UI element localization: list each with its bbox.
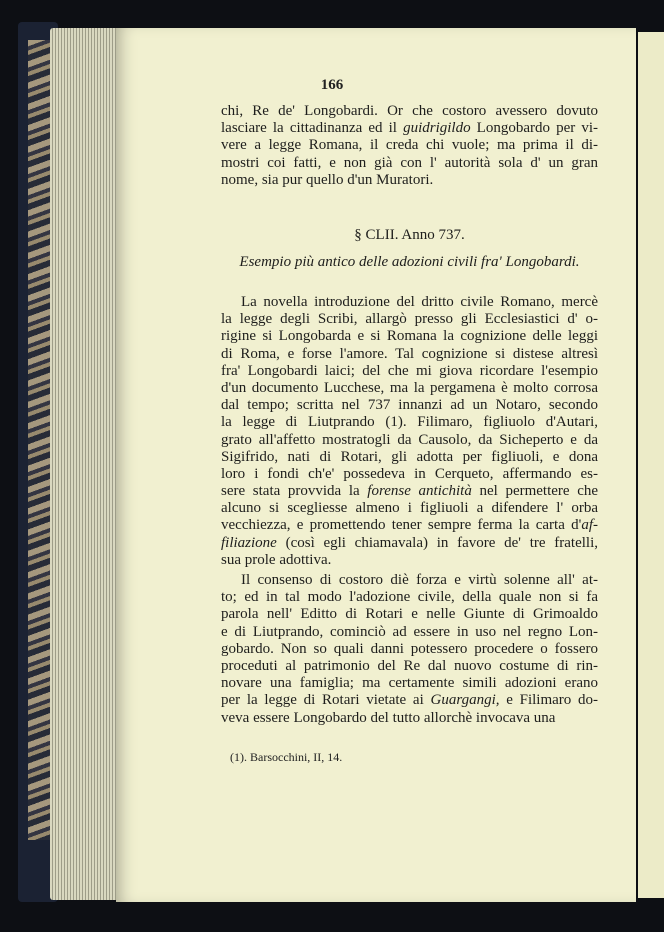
text-line: d'un documento Lucchese, ma la pergamena è molto corrosa — [221, 379, 598, 396]
text-line: sua prole adottiva. — [221, 551, 332, 568]
text-line: vere a legge Romana, il creda chi vuole; ma prima il di- — [221, 137, 598, 154]
text-line: sere stata provvida la forense antichità nel permettere che — [221, 483, 598, 500]
paragraph-2 — [221, 572, 598, 727]
text-line: la legge di Liutprando (1). Filimaro, figliuolo d'Autari, — [221, 414, 598, 431]
text-line: dal tempo; scritta nel 737 innanzi ad un Notaro, secondo — [221, 397, 598, 414]
text-line: novare una famiglia; ma certamente simili adozioni erano — [221, 675, 598, 692]
text-line: lasciare la cittadinanza ed il guidrigildo Longobardo per vi- — [221, 120, 598, 137]
section-heading: § CLII. Anno 737. — [354, 227, 465, 243]
text-line: gobardo. Non so quali danni potessero procedere o fossero — [221, 640, 598, 657]
text-line: fra' Longobardi laici; del che mi giova ricordare l'esempio — [221, 362, 598, 379]
text-line: rigine si Longobarda e si Romana la cognizione delle leggi — [221, 328, 598, 345]
text-line: per la legge di Rotari vietate ai Guargangi, e Filimaro do- — [221, 692, 598, 709]
text-line: nome, sia pur quello d'un Muratori. — [221, 171, 434, 188]
text-line: veva essere Longobardo del tutto allorchè invocava una — [221, 709, 556, 726]
text-line: grato all'affetto mostratogli da Causolo, da Sicheperto e da — [221, 431, 598, 448]
text-line: Sigifrido, nati di Rotari, gli adotta per figliuoli, e dona — [221, 448, 598, 465]
text-line: alcuno si scegliesse almeno i figliuoli a difendere l' orba — [221, 500, 598, 517]
paragraph-1 — [221, 294, 598, 569]
text-line: chi, Re de' Longobardi. Or che costoro avessero dovuto — [221, 103, 598, 119]
text-line: proceduti al patrimonio del Re dal nuovo costume di rin- — [221, 657, 598, 674]
text-line: to; ed in tal modo l'adozione civile, della quale non si fa — [221, 589, 598, 606]
section-subtitle-block — [221, 254, 598, 271]
text-line: di Roma, e forse l'amore. Tal cognizione si distese altresì — [221, 345, 598, 362]
paragraph-continued — [221, 103, 598, 189]
text-line: e di Liutprando, cominciò ad essere in uso nel regno Lon- — [221, 623, 598, 640]
section-subtitle: Esempio più antico delle adozioni civili fra' Longobardi. — [239, 254, 580, 270]
text-line: vecchiezza, e promettendo tener sempre ferma la carta d'af- — [221, 517, 598, 534]
facing-page-edge — [638, 32, 664, 898]
text-line: parola nell' Editto di Rotari e nelle Giunte di Grimoaldo — [221, 606, 598, 623]
text-line: la legge degli Scribi, allargò presso gli Ecclesiastici d' o- — [221, 311, 598, 328]
text-line: loro i fondi ch'e' possedeva in Cerqueto, affermando es- — [221, 465, 598, 482]
footnote: (1). Barsocchini, II, 14. — [230, 750, 343, 764]
text-line: La novella introduzione del dritto civile Romano, mercè — [241, 294, 598, 310]
page-edges — [50, 28, 118, 900]
text-line: filiazione (così egli chiamavala) in favore de' tre fratelli, — [221, 534, 598, 551]
text-line: mostri coi fatti, e non già con l' autorità sola d' un gran — [221, 154, 598, 171]
section-heading-block — [221, 227, 598, 244]
page-number: 166 — [320, 77, 344, 93]
text-line: Il consenso di costoro diè forza e virtù solenne all' at- — [241, 572, 598, 588]
